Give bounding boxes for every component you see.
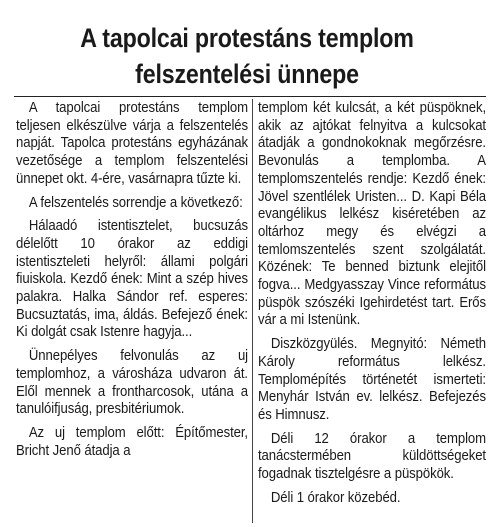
- paragraph: Déli 1 órakor közebéd.: [270, 489, 401, 506]
- paragraph: Ünnepélyes felvonulás az uj templomhoz, a városháza udvaron át. Elől mennek a frontharcosok, utána a tanulóifjuság, presbitériumok.: [16, 348, 248, 418]
- right-column: [258, 100, 486, 513]
- paragraph: A felszentelés sorrendje a következő:: [28, 194, 243, 211]
- paragraph: templom két kulcsát, a két püspöknek, akik az ajtókat felnyitva a kulcsokat átadják a gondnokoknak megőrzésre. Bevonulás a templomba. A templomszentelés rendje: Kezdő ének: Jövel szentlélek Uristen... D. Kapi Béla evangélikus lelkész kiséretében az oltárhoz megy és elvégzi a temlomszentelés szent szolgálatát. Közének: Te benned biztunk elejitől fogva... Medgyasszay Vince református püspök szószéki Igehirdetést tart. Erős vár a mi Istenünk.: [258, 100, 487, 329]
- headline-line-2: felszentelési ünnepe: [135, 59, 359, 89]
- paragraph: Diszközgyülés. Megnyitó: Németh Károly református lelkész. Templomépítés történetét ismerteti: Menyhár István ev. lelkész. Befejezés és Himnusz.: [258, 336, 487, 423]
- column-rule: [252, 99, 253, 523]
- headline-divider: [14, 96, 486, 97]
- left-column: [16, 100, 248, 466]
- article-headline: [43, 20, 451, 92]
- paragraph: Az uj templom előtt: Építőmester, Bricht Jenő átadja a: [16, 424, 248, 459]
- headline-line-1: A tapolcai protestáns templom: [80, 23, 414, 53]
- paragraph: Hálaadó istentisztelet, bucsuzás délelőtt 10 órakor az eddigi istentiszteleti helyről: állami polgári fiuiskola. Kezdő ének: Mint a szép hives palakra. Halka Sándor ref. esperes: Bucsuztatás, ima, áldás. Befejező ének: Ki dolgát csak Istenre hagyja...: [16, 218, 248, 341]
- paragraph: A tapolcai protestáns templom teljesen elkészülve várja a felszentelés napját. Tapolca protestáns egyházának vezetősége a templom felszentelési ünnepet okt. 4-ére, vasárnapra tűzte ki.: [16, 100, 248, 187]
- paragraph: Déli 12 órakor a templom tanácstermében küldöttségeket fogadnak tisztelgésre a püspökök.: [258, 430, 487, 483]
